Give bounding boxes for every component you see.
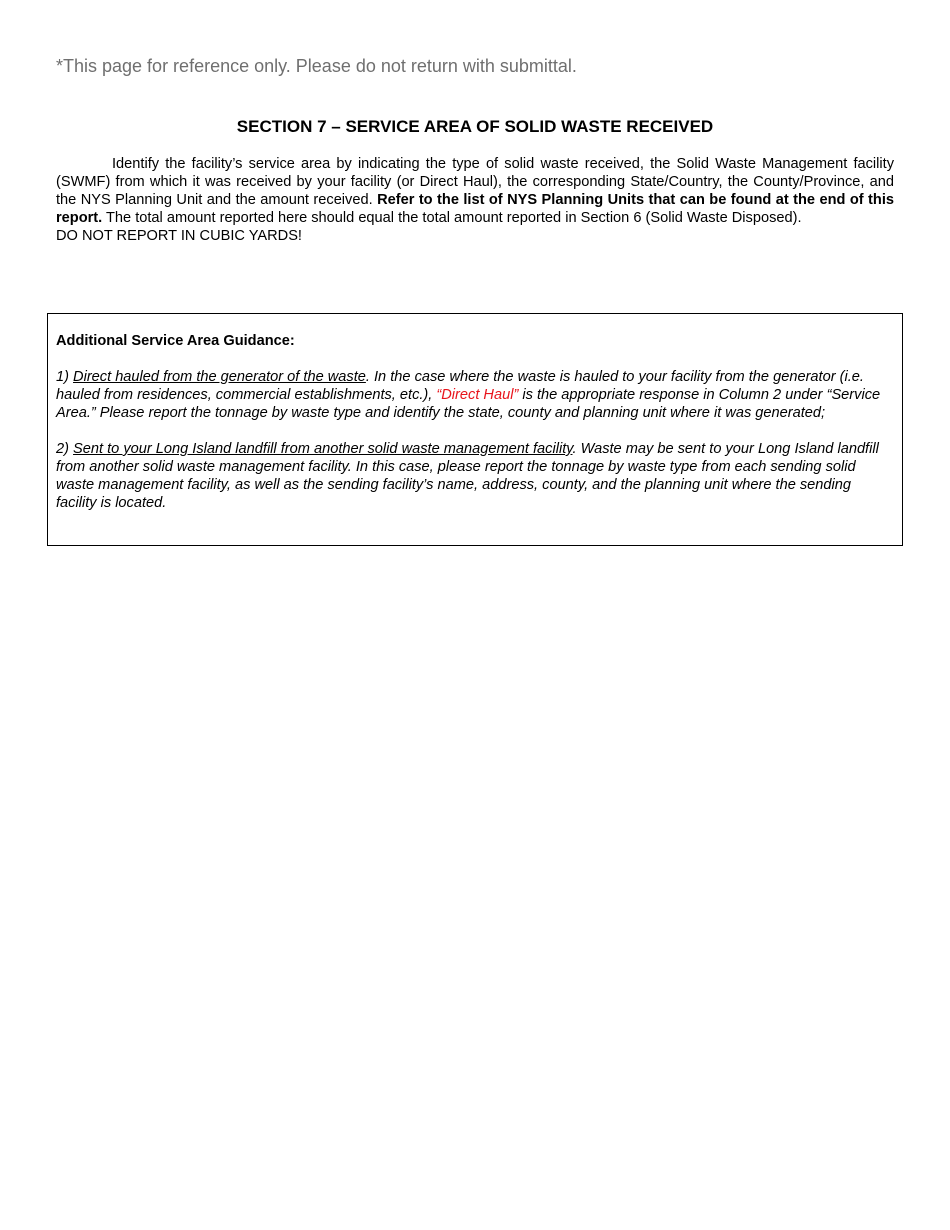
guidance-box (47, 313, 903, 546)
section-title: SECTION 7 – SERVICE AREA OF SOLID WASTE RECEIVED (236, 117, 714, 136)
guidance-item-2-text: . Waste may be sent to your Long Island landfill from another solid waste management facility. In this case, please report the tonnage by waste type from each sending solid waste management facility, as well as the sending facility’s name, address, county, and the planning unit where the sending facility is located. (56, 441, 879, 511)
direct-haul-highlight: “Direct Haul” (436, 387, 519, 403)
planning-units-reference: Refer to the list of NYS Planning Units that can be found at the end of this report. (56, 192, 894, 226)
guidance-item-2-heading: Sent to your Long Island landfill from another solid waste management facility (73, 441, 573, 457)
guidance-item-1-text-b: is the appropriate response in Column 2 under “Service Area.” Please report the tonnage by waste type and identify the state, county and planning unit where it was generated; (56, 387, 881, 421)
cubic-yards-warning: DO NOT REPORT IN CUBIC YARDS! (56, 228, 302, 244)
intro-text-start: Identify the facility’s service area by indicating the type of solid waste received, the Solid Waste Management facility (SWMF) from which it was received by your facility (or Direct Haul), the corresponding State/Country, the County/Province, and the NYS Planning Unit and the amount received. (56, 156, 894, 208)
intro-paragraph-block (56, 155, 894, 245)
guidance-title: Additional Service Area Guidance: (56, 333, 295, 349)
guidance-content (56, 332, 894, 530)
guidance-item-long-island (56, 440, 894, 512)
reference-only-note: *This page for reference only. Please do not return with submittal. (56, 56, 577, 76)
guidance-item-2-number: 2) (56, 441, 74, 457)
intro-paragraph (56, 155, 894, 227)
intro-text-end: The total amount reported here should equal the total amount reported in Section 6 (Solid Waste Disposed). (102, 210, 802, 226)
guidance-item-1-text-a: . In the case where the waste is hauled to your facility from the generator (i.e. hauled from residences, commercial establishments, etc.), (56, 369, 864, 403)
guidance-item-1-number: 1) (56, 369, 74, 385)
guidance-item-1-heading: Direct hauled from the generator of the waste (73, 369, 366, 385)
guidance-item-direct-haul (56, 368, 894, 422)
